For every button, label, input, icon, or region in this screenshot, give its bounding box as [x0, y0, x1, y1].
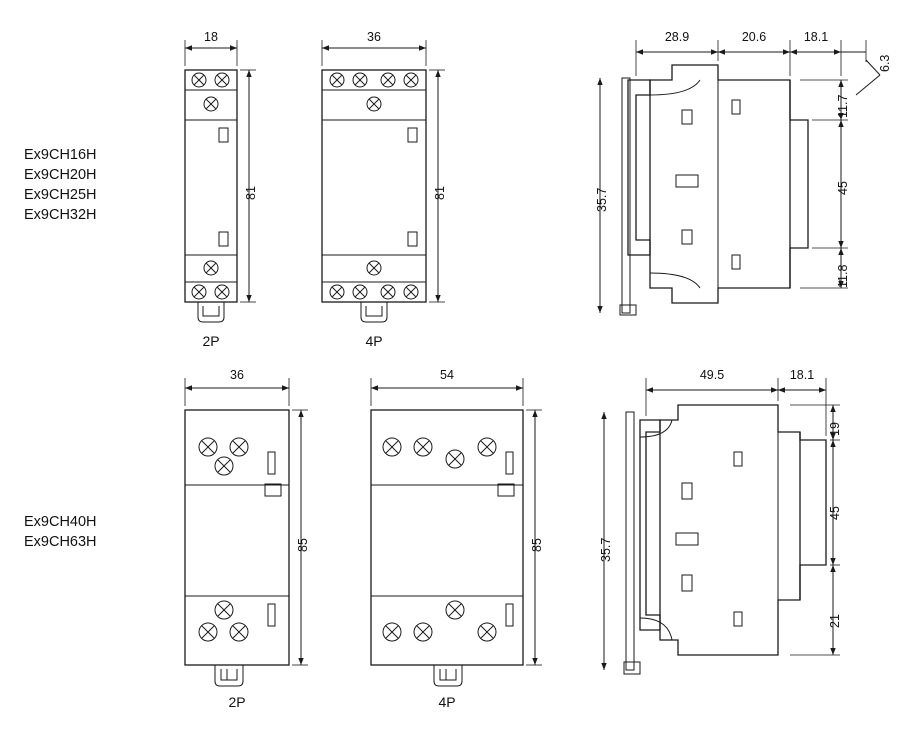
dim-side-right-11p8-row1: 11.8	[836, 264, 850, 288]
model-labels-row1	[24, 145, 97, 225]
dim-side-top-3-row1: 18.1	[803, 30, 829, 44]
pole-label-2p-row2: 2P	[228, 694, 246, 710]
model-label: Ex9CH25H	[24, 187, 97, 203]
front-view-2p-row1	[185, 40, 256, 322]
model-labels-row2	[24, 512, 97, 552]
terminal-screws-top	[330, 73, 418, 111]
dim-height-4p-row2: 85	[530, 538, 544, 552]
terminal-screws-top	[383, 438, 496, 468]
dim-width-4p-row1: 36	[367, 30, 381, 44]
model-label: Ex9CH32H	[24, 207, 97, 223]
dim-side-left-35p7-row1: 35.7	[595, 187, 609, 212]
dim-height-2p-row2: 85	[296, 538, 310, 552]
terminal-screws-top	[192, 73, 229, 111]
terminal-screws-top	[199, 438, 248, 475]
dim-width-4p-row2: 54	[440, 368, 454, 382]
dim-side-top-2-row2: 18.1	[789, 368, 815, 382]
front-view-4p-row1	[322, 40, 445, 322]
dim-side-top-1-row2: 49.5	[699, 368, 725, 382]
dim-side-right-19-row2: 19	[828, 422, 842, 436]
front-view-2p-row2	[185, 378, 308, 686]
dim-height-4p-row1: 81	[433, 186, 447, 200]
terminal-screws-bottom	[192, 261, 229, 299]
terminal-screws-bottom	[199, 601, 248, 641]
dim-height-2p-row1: 81	[244, 186, 258, 200]
dim-width-2p-row1: 18	[204, 30, 218, 44]
dim-side-right-45-row2: 45	[828, 506, 842, 520]
dim-side-right-21-row2: 21	[828, 614, 842, 628]
terminal-screws-bottom	[330, 261, 418, 299]
dim-side-right-11p7-row1: 11.7	[836, 94, 850, 118]
side-view-row2	[601, 378, 840, 674]
dim-side-top-1-row1: 28.9	[664, 30, 690, 44]
dim-side-right-45-row1: 45	[836, 181, 850, 195]
dim-side-right-6p3-row1: 6.3	[878, 54, 892, 72]
pole-label-2p-row1: 2P	[202, 333, 220, 349]
dim-width-2p-row2: 36	[230, 368, 244, 382]
model-label: Ex9CH20H	[24, 167, 97, 183]
dim-side-left-35p7-row2: 35.7	[599, 537, 613, 562]
front-view-4p-row2	[371, 378, 542, 686]
dim-side-top-2-row1: 20.6	[741, 30, 767, 44]
model-label: Ex9CH16H	[24, 147, 97, 163]
terminal-screws-bottom	[383, 601, 496, 641]
model-label: Ex9CH63H	[24, 534, 97, 550]
model-label: Ex9CH40H	[24, 514, 97, 530]
pole-label-4p-row1: 4P	[365, 333, 383, 349]
pole-label-4p-row2: 4P	[438, 694, 456, 710]
